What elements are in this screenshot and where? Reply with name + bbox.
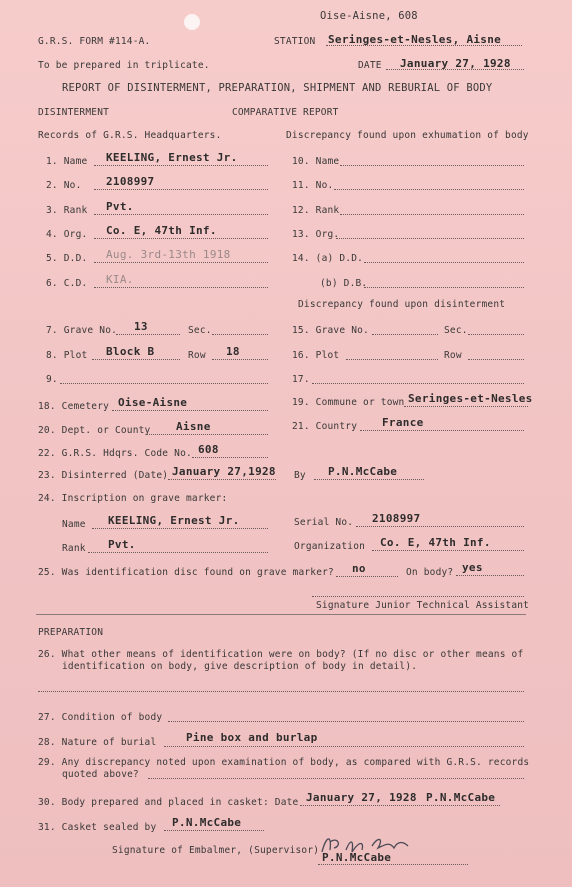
q26-line2: identification on body, give description of body in detail). <box>62 661 418 672</box>
cd-line <box>94 287 268 288</box>
dept-label: 20. Dept. or County <box>38 425 151 436</box>
i-name-label: Name <box>62 519 86 530</box>
row-line <box>212 359 268 360</box>
no-label: 2. No. <box>46 180 82 191</box>
records-hq-heading: Records of G.R.S. Headquarters. <box>38 130 222 141</box>
org-label: 4. Org. <box>46 229 88 240</box>
i-org-value: Co. E, 47th Inf. <box>380 536 491 549</box>
i-rank-line <box>88 552 268 553</box>
report-title: REPORT OF DISINTERMENT, PREPARATION, SHIPMENT AND REBURIAL OF BODY <box>62 82 493 94</box>
disc-value: no <box>352 562 366 575</box>
station-line <box>326 45 522 46</box>
i-org-label: Organization <box>294 541 366 552</box>
r-grave-line <box>372 334 438 335</box>
disc-line <box>336 576 398 577</box>
sec-line <box>212 334 268 335</box>
r-rank-label: 12. Rank <box>292 205 340 216</box>
dept-value: Aisne <box>176 420 211 433</box>
name-label: 1. Name <box>46 156 88 167</box>
by-value: P.N.McCabe <box>328 465 398 478</box>
rank-value: Pvt. <box>106 200 134 213</box>
grave-line <box>116 334 180 335</box>
commune-value: Seringes-et-Nesles <box>408 392 533 405</box>
comparative-heading: COMPARATIVE REPORT <box>232 107 339 118</box>
plot-value: Block B <box>106 345 155 358</box>
date-line <box>386 69 524 70</box>
q31-label: 31. Casket sealed by <box>38 822 157 833</box>
seventeen-label: 17. <box>292 374 310 385</box>
i-serial-label: Serial No. <box>294 517 354 528</box>
section-divider <box>36 614 526 615</box>
q30-date: January 27, 1928 <box>306 791 417 804</box>
plot-label: 8. Plot <box>46 350 88 361</box>
q28-value: Pine box and burlap <box>186 731 318 744</box>
r-sec-line <box>468 334 524 335</box>
i-serial-value: 2108997 <box>372 512 421 525</box>
country-line <box>360 430 524 431</box>
grave-value: 13 <box>134 320 148 333</box>
q27-label: 27. Condition of body <box>38 712 163 723</box>
name-line <box>94 165 268 166</box>
row-value: 18 <box>226 345 240 358</box>
cemetery-value: Oise-Aisne <box>118 396 188 409</box>
row-label: Row <box>188 350 206 361</box>
q31-value: P.N.McCabe <box>172 816 242 829</box>
r-grave-label: 15. Grave No. <box>292 325 369 336</box>
rank-line <box>94 214 268 215</box>
jta-signature-label: Signature Junior Technical Assistant <box>316 600 530 611</box>
cd-value: KIA. <box>106 273 134 286</box>
r-name-label: 10. Name <box>292 156 340 167</box>
embalmer-line <box>318 864 468 865</box>
country-label: 21. Country <box>292 421 358 432</box>
inscription-label: 24. Inscription on grave marker: <box>38 493 228 504</box>
station-label: STATION <box>274 36 316 47</box>
r-name-line <box>340 165 524 166</box>
i-rank-value: Pvt. <box>108 538 136 551</box>
onbody-value: yes <box>462 561 483 574</box>
q28-line <box>164 746 524 747</box>
discrepancy-exhumation-heading: Discrepancy found upon exhumation of body <box>286 130 529 141</box>
q28-label: 28. Nature of burial <box>38 737 157 748</box>
i-serial-line <box>356 526 524 527</box>
cemetery-label: 18. Cemetery <box>38 401 110 412</box>
punch-hole <box>184 14 200 30</box>
form-number: G.R.S. FORM #114-A. <box>38 36 151 47</box>
station-value: Seringes-et-Nesles, Aisne <box>328 33 502 46</box>
q30-label: 30. Body prepared and placed in casket: Date <box>38 797 299 808</box>
name-value: KEELING, Ernest Jr. <box>106 151 238 164</box>
r-org-label: 13. Org. <box>292 229 340 240</box>
cemetery-line <box>112 410 268 411</box>
rank-label: 3. Rank <box>46 205 88 216</box>
seventeen-line <box>312 383 524 384</box>
r-org-line <box>336 238 524 239</box>
embalmer-value: P.N.McCabe <box>322 851 392 864</box>
date-label: DATE <box>358 60 382 71</box>
r-no-label: 11. No. <box>292 180 334 191</box>
disc-label: 25. Was identification disc found on grave marker? <box>38 567 334 578</box>
triplicate-note: To be prepared in triplicate. <box>38 60 210 71</box>
q30-by: P.N.McCabe <box>426 791 496 804</box>
r-plot-label: 16. Plot <box>292 350 340 361</box>
r-sec-label: Sec. <box>444 325 468 336</box>
preparation-heading: PREPARATION <box>38 627 104 638</box>
onbody-label: On body? <box>406 567 454 578</box>
r-db-line <box>364 287 524 288</box>
q26-line1: 26. What other means of identification were on body? (If no disc or other means of <box>38 649 524 660</box>
r-row-line <box>468 359 524 360</box>
hdqrs-line <box>192 457 268 458</box>
sec-label: Sec. <box>188 325 212 336</box>
r-rank-line <box>340 214 524 215</box>
nine-line <box>60 383 268 384</box>
q29-line2: quoted above? <box>62 769 139 780</box>
q29-line <box>148 778 524 779</box>
org-line <box>94 238 268 239</box>
top-right-code: Oise-Aisne, 608 <box>320 10 418 22</box>
no-value: 2108997 <box>106 175 155 188</box>
dd-label: 5. D.D. <box>46 253 88 264</box>
cd-label: 6. C.D. <box>46 278 88 289</box>
q27-line <box>168 721 524 722</box>
commune-label: 19. Commune or town <box>292 397 405 408</box>
onbody-line <box>456 575 524 576</box>
r-db-label: (b) D.B. <box>320 278 368 289</box>
plot-line <box>92 359 180 360</box>
disinterred-label: 23. Disinterred (Date) <box>38 470 169 481</box>
nine-label: 9. <box>46 374 58 385</box>
hdqrs-value: 608 <box>198 443 219 456</box>
by-label: By <box>294 470 306 481</box>
dd-line <box>94 262 268 263</box>
q29-line1: 29. Any discrepancy noted upon examination of body, as compared with G.R.S. records <box>38 757 530 768</box>
dd-value: Aug. 3rd-13th 1918 <box>106 248 231 261</box>
r-plot-line <box>346 359 438 360</box>
dept-line <box>146 434 268 435</box>
i-rank-label: Rank <box>62 543 86 554</box>
r-row-label: Row <box>444 350 462 361</box>
disinterred-value: January 27,1928 <box>172 465 276 478</box>
commune-line <box>404 406 528 407</box>
i-name-line <box>92 528 268 529</box>
r-no-line <box>334 189 524 190</box>
grave-label: 7. Grave No. <box>46 325 118 336</box>
q30-line <box>300 805 500 806</box>
disinterred-line <box>168 479 276 480</box>
by-line <box>314 479 424 480</box>
discrepancy-disinterment-heading: Discrepancy found upon disinterment <box>298 299 506 310</box>
date-value: January 27, 1928 <box>400 57 511 70</box>
q31-line <box>164 830 264 831</box>
q26-answer-line <box>38 691 524 692</box>
hdqrs-label: 22. G.R.S. Hdqrs. Code No. <box>38 448 192 459</box>
disinterment-heading: DISINTERMENT <box>38 107 110 118</box>
i-name-value: KEELING, Ernest Jr. <box>108 514 240 527</box>
no-line <box>94 189 268 190</box>
country-value: France <box>382 416 424 429</box>
jta-signature-line <box>312 596 524 597</box>
r-dd-label: 14. (a) D.D. <box>292 253 364 264</box>
i-org-line <box>372 550 524 551</box>
embalmer-label: Signature of Embalmer, (Supervisor) <box>112 845 320 856</box>
org-value: Co. E, 47th Inf. <box>106 224 217 237</box>
r-dd-line <box>364 262 524 263</box>
